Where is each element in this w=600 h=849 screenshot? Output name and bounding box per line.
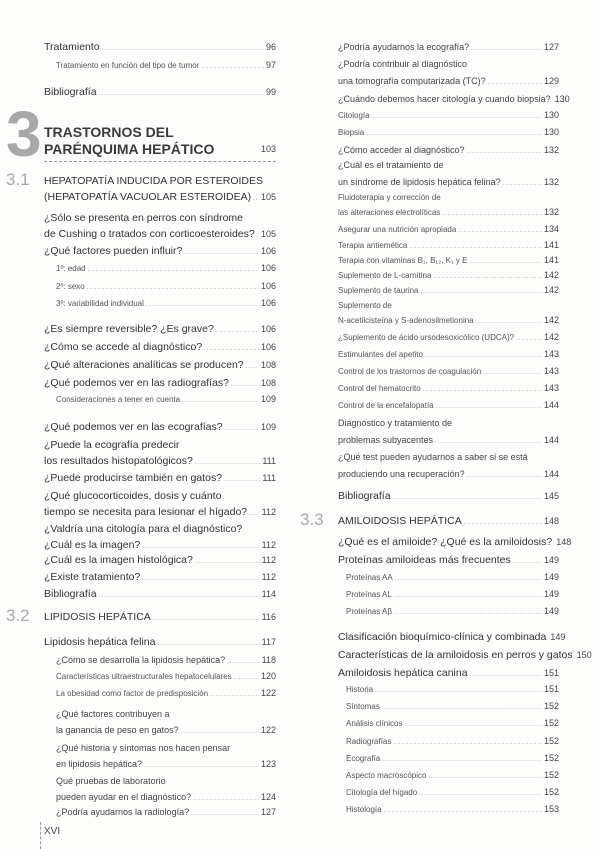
toc-entry-title: Fluidoterapia y corrección de: [338, 193, 441, 202]
toc-entry-page: 142: [543, 285, 559, 295]
dot-leader: [393, 736, 542, 751]
toc-entry-page: 112: [261, 507, 276, 517]
dot-leader: [382, 701, 542, 716]
toc-entry-title: Tratamiento: [44, 41, 100, 53]
toc-entry-page: 108: [260, 378, 276, 388]
toc-entry-title: ¿Suplemento de ácido ursodesoxicólico (UDCA)?: [338, 333, 515, 342]
toc-entry-title: Biopsia: [338, 128, 365, 137]
toc-entry-title: Proteínas amiloideas más frecuentes: [338, 554, 511, 566]
toc-entry-page: 153: [543, 804, 559, 814]
toc-entry[interactable]: [338, 283, 559, 298]
toc-entry-title: ¿Valdría una citología para el diagnóstico?: [44, 523, 243, 535]
toc-entry-page: 152: [543, 718, 559, 728]
toc-entry-title: Ecografía: [346, 754, 381, 763]
toc-entry-title: Control de la encefalopatía: [338, 401, 434, 410]
toc-entry-title: 1º: edad: [56, 264, 86, 273]
dot-leader: [210, 688, 259, 703]
toc-entry-page: 152: [543, 701, 559, 711]
toc-entry-page: 96: [265, 42, 276, 52]
toc-entry-page: 109: [260, 422, 276, 432]
toc-entry-title: ¿Podría ayudarnos la ecografía?: [338, 42, 470, 52]
toc-entry-page: 142: [543, 315, 559, 325]
dot-leader: [382, 753, 542, 768]
toc-entry-title: produciendo una recuperación?: [338, 469, 465, 479]
toc-entry-title: Suplemento de L-carnitina: [338, 271, 432, 280]
toc-entry-page: 112: [261, 540, 276, 550]
toc-entry-page: 127: [260, 807, 276, 817]
dot-leader: [404, 718, 542, 733]
toc-entry[interactable]: [44, 470, 276, 486]
chapter-page: 103: [260, 144, 276, 154]
toc-entry-page: 120: [260, 671, 276, 681]
dot-leader: [467, 468, 542, 485]
toc-entry-page: 145: [543, 491, 559, 501]
dot-leader: [393, 490, 542, 506]
toc-entry-page: 111: [262, 473, 276, 483]
dot-leader: [372, 110, 542, 125]
toc-entry-page: 134: [543, 224, 559, 234]
dot-leader: [425, 349, 542, 364]
dot-leader: [428, 770, 541, 785]
toc-entry-page: 106: [260, 298, 276, 308]
chapter-title-line: PARÉNQUIMA HEPÁTICO: [44, 141, 215, 157]
toc-entry-title: ¿Qué glucocorticoides, dosis y cuánto: [44, 490, 222, 502]
dot-leader: [384, 804, 542, 819]
dot-leader: [231, 377, 259, 393]
dot-leader: [102, 41, 264, 57]
toc-entry[interactable]: [338, 56, 559, 90]
toc-entry-page: 106: [260, 263, 276, 273]
toc-entry-title: ¿Cuál es la imagen histológica?: [44, 554, 193, 566]
dot-leader: [436, 400, 542, 415]
toc-entry-page: 97: [265, 60, 276, 70]
dot-leader: [483, 366, 542, 381]
toc-entry[interactable]: [44, 357, 276, 373]
toc-entry-title: tiempo se necesita para lesionar el hígado?: [44, 506, 248, 518]
toc-entry[interactable]: [338, 587, 559, 602]
toc-entry[interactable]: [338, 647, 592, 663]
dot-leader: [516, 332, 542, 347]
toc-entry-title: problemas subyacentes: [338, 435, 434, 445]
toc-entry[interactable]: [338, 716, 559, 731]
toc-entry[interactable]: [338, 734, 559, 749]
toc-entry-page: 130: [543, 127, 559, 137]
toc-entry-page: 143: [543, 349, 559, 359]
toc-entry-title: ¿Puede producirse también en gatos?: [44, 472, 223, 484]
toc-entry[interactable]: [44, 569, 276, 585]
toc-entry-title: Qué pruebas de laboratorio: [56, 776, 166, 786]
toc-entry-title: Suplemento de: [338, 301, 392, 310]
dot-leader: [99, 588, 260, 604]
dot-leader: [227, 654, 260, 670]
dot-leader: [395, 572, 542, 587]
toc-entry[interactable]: [338, 190, 559, 220]
folio-divider: [40, 822, 41, 849]
toc-entry-title: Terapia antiemética: [338, 241, 408, 250]
toc-entry[interactable]: [338, 347, 559, 362]
toc-entry-page: 141: [543, 255, 559, 265]
toc-entry[interactable]: [338, 39, 559, 56]
toc-entry[interactable]: [44, 706, 276, 738]
toc-entry-page: 112: [261, 555, 276, 565]
toc-entry-title: ¿Qué es el amiloide? ¿Qué es la amiloidosis?: [338, 536, 553, 548]
page-number: XVI: [44, 826, 61, 837]
toc-entry[interactable]: [44, 419, 276, 435]
toc-entry-title: ¿Qué podemos ver en las radiografías?: [44, 377, 230, 389]
dot-leader: [158, 636, 260, 652]
toc-entry[interactable]: [338, 222, 559, 237]
toc-entry-title: Citología: [338, 111, 370, 120]
toc-entry-title: Proteínas AL: [346, 590, 392, 599]
toc-entry-title: ¿Cuándo debemos hacer citología y cuando biopsia?: [338, 94, 551, 104]
toc-entry-title: Bibliografía: [338, 490, 391, 502]
dot-leader: [224, 472, 260, 488]
toc-entry-title: ¿Qué factores contribuyen a: [56, 709, 170, 719]
toc-entry-page: 118: [261, 655, 276, 665]
toc-entry[interactable]: [44, 39, 276, 55]
toc-entry-page: 99: [265, 87, 276, 97]
toc-entry-title: Proteínas AA: [346, 573, 393, 582]
toc-entry[interactable]: [44, 773, 276, 805]
toc-entry[interactable]: [44, 375, 276, 391]
dot-leader: [249, 506, 260, 522]
toc-entry[interactable]: [338, 91, 570, 108]
chapter-number: 3: [6, 98, 42, 170]
toc-entry[interactable]: [338, 629, 566, 645]
toc-entry[interactable]: [338, 785, 559, 800]
toc-entry-page: 109: [260, 394, 276, 404]
dot-leader: [470, 667, 542, 683]
toc-entry-page: 144: [543, 435, 559, 445]
toc-entry-title: ¿Qué historia y síntomas nos hacen pensar: [56, 743, 231, 753]
toc-entry-title: 2º: sexo: [56, 282, 85, 291]
toc-entry-title: pueden ayudar en el diagnóstico?: [56, 792, 192, 802]
toc-entry-title: ¿Qué test pueden ayudarnos a saber si se está: [338, 452, 528, 462]
toc-entry-title: AMILOIDOSIS HEPÁTICA: [338, 515, 462, 527]
toc-entry-title: La obesidad como factor de predisposición: [56, 689, 209, 698]
toc-entry[interactable]: [44, 552, 276, 568]
chapter-title-line: TRASTORNOS DEL: [44, 124, 174, 140]
toc-entry-page: 132: [543, 145, 559, 155]
toc-entry-page: 105: [260, 229, 276, 239]
dot-leader: [458, 224, 542, 239]
toc-entry[interactable]: [338, 415, 559, 449]
toc-entry-title: Consideraciones a tener en cuenta: [56, 395, 181, 404]
toc-entry-page: 144: [543, 469, 559, 479]
toc-entry[interactable]: [44, 437, 276, 469]
toc-entry-page: 148: [543, 516, 559, 526]
dot-leader: [181, 724, 259, 740]
toc-entry-page: 122: [260, 688, 276, 698]
toc-entry[interactable]: [338, 699, 559, 714]
chapter-divider: [44, 161, 276, 162]
toc-entry-title: los resultados histopatológicos?: [44, 455, 193, 467]
toc-entry-page: 132: [543, 177, 559, 187]
toc-entry-title: Suplemento de taurina: [338, 286, 419, 295]
toc-section-entry[interactable]: [44, 173, 276, 205]
toc-entry-page: 114: [261, 589, 276, 599]
toc-entry[interactable]: [338, 253, 559, 268]
dot-leader: [394, 606, 542, 621]
toc-entry-title: Análisis clínicos: [346, 719, 403, 728]
toc-entry-title: Proteínas Aβ: [346, 607, 392, 616]
toc-entry-title: Historia: [346, 685, 374, 694]
toc-entry-title: (HEPATOPATÍA VACUOLAR ESTEROIDEA): [44, 191, 252, 203]
toc-entry-page: 105: [260, 192, 276, 202]
toc-entry-page: 148: [556, 537, 572, 547]
dot-leader: [419, 787, 542, 802]
toc-entry-title: ¿Cómo se desarrolla la lipidosis hepática?: [56, 655, 226, 665]
toc-entry-title: Clasificación bioquímico-clínica y combinada: [338, 631, 547, 643]
toc-entry-title: ¿Podría ayudarnos la radiología?: [56, 807, 190, 817]
toc-entry-page: 117: [261, 637, 276, 647]
toc-entry-title: Asegurar una nutrición apropiada: [338, 225, 457, 234]
toc-entry-page: 116: [261, 612, 276, 622]
toc-entry-page: 142: [543, 332, 559, 342]
toc-entry[interactable]: [44, 392, 276, 407]
toc-entry[interactable]: [338, 364, 559, 379]
toc-entry-page: 149: [543, 555, 559, 565]
toc-entry[interactable]: [338, 665, 559, 681]
toc-entry-page: 152: [543, 787, 559, 797]
toc-entry[interactable]: [338, 238, 559, 253]
toc-entry[interactable]: [44, 521, 276, 553]
toc-entry[interactable]: [44, 339, 276, 355]
dot-leader: [142, 571, 259, 587]
toc-entry[interactable]: [338, 157, 559, 191]
toc-entry-page: 144: [543, 400, 559, 410]
dot-leader: [423, 383, 542, 398]
toc-entry-title: N-acetilcisteína y S-adenosilmetionina: [338, 316, 474, 325]
toc-entry-page: 152: [543, 753, 559, 763]
toc-entry-page: 106: [260, 324, 276, 334]
dot-leader: [184, 245, 259, 261]
toc-entry[interactable]: [338, 268, 559, 283]
toc-entry-page: 141: [543, 240, 559, 250]
toc-entry-title: Características ultraestructurales hepatocelulares: [56, 672, 232, 681]
toc-entry-page: 106: [260, 281, 276, 291]
section-number: 3.1: [6, 170, 30, 189]
toc-entry-title: Histología: [346, 805, 382, 814]
toc-entry-page: 106: [260, 246, 276, 256]
toc-entry[interactable]: [44, 804, 276, 820]
dot-leader: [234, 671, 259, 686]
toc-entry-title: Tratamiento en función del tipo de tumor: [56, 61, 200, 70]
toc-entry[interactable]: [44, 261, 276, 276]
toc-entry-page: 129: [543, 76, 559, 86]
toc-entry-title: Terapia con vitaminas B₁, B₁₂, K₁ y E: [338, 256, 468, 265]
toc-entry-page: 149: [543, 589, 559, 599]
toc-entry-title: Características de la amiloidosis en perros y gatos: [338, 649, 573, 661]
dot-leader: [87, 281, 259, 296]
toc-entry-page: 122: [260, 725, 276, 735]
toc-entry[interactable]: [338, 552, 559, 568]
dot-leader: [394, 589, 542, 604]
toc-entry-title: un síndrome de lipidosis hepática felina?: [338, 177, 501, 187]
dot-leader: [225, 421, 259, 437]
dot-leader: [216, 323, 259, 339]
toc-entry[interactable]: [338, 570, 559, 585]
toc-entry-page: 106: [260, 342, 276, 352]
toc-entry[interactable]: [44, 652, 276, 668]
toc-entry-page: 130: [543, 110, 559, 120]
dot-leader: [257, 228, 259, 244]
toc-entry[interactable]: [44, 488, 276, 520]
toc-entry-page: 152: [543, 736, 559, 746]
toc-entry-title: ¿Es siempre reversible? ¿Es grave?: [44, 323, 214, 335]
toc-entry-title: las alteraciones electrolíticas: [338, 208, 441, 217]
dot-leader: [488, 75, 542, 92]
dot-leader: [195, 455, 260, 471]
toc-entry-title: ¿Cuál es el tratamiento de: [338, 160, 444, 170]
toc-entry-page: 130: [554, 94, 570, 104]
toc-entry-page: 149: [550, 632, 566, 642]
dot-leader: [464, 515, 542, 531]
toc-entry-page: 151: [543, 668, 559, 678]
toc-entry-title: una tomografía computarizada (TC)?: [338, 76, 486, 86]
toc-entry[interactable]: [44, 243, 276, 259]
toc-entry-title: Citología del hígado: [346, 788, 418, 797]
toc-entry-title: ¿Qué factores pueden influir?: [44, 245, 183, 257]
toc-entry-page: 132: [543, 207, 559, 217]
toc-entry[interactable]: [338, 488, 559, 504]
toc-entry[interactable]: [338, 298, 559, 328]
toc-entry-title: ¿Cómo acceder al diagnóstico?: [338, 145, 465, 155]
toc-entry[interactable]: [338, 330, 559, 345]
toc-entry-page: 143: [543, 366, 559, 376]
toc-entry-title: Estimulantes del apetito: [338, 350, 423, 359]
toc-entry[interactable]: [338, 751, 559, 766]
dot-leader: [246, 359, 259, 375]
toc-entry-title: de Cushing o tratados con corticoesteroides?: [44, 228, 255, 240]
toc-entry[interactable]: [338, 682, 559, 697]
toc-entry-page: 112: [261, 572, 276, 582]
toc-entry-title: 3º: variabilidad individual: [56, 299, 144, 308]
toc-entry[interactable]: [338, 381, 559, 396]
toc-entry[interactable]: [44, 279, 276, 294]
toc-entry-title: Lipidosis hepática felina: [44, 636, 156, 648]
toc-entry[interactable]: [44, 669, 276, 684]
toc-entry-title: ¿Qué alteraciones analíticas se producen?: [44, 359, 244, 371]
toc-entry-title: LIPIDOSIS HEPÁTICA: [44, 611, 151, 623]
toc-entry-page: 151: [543, 684, 559, 694]
toc-entry[interactable]: [44, 58, 276, 73]
toc-entry-title: Diagnóstico y tratamiento de: [338, 418, 453, 428]
toc-entry[interactable]: [338, 802, 559, 817]
dot-leader: [191, 806, 259, 822]
toc-entry-title: Radiografías: [346, 737, 392, 746]
toc-entry[interactable]: [338, 768, 559, 783]
dot-leader: [146, 298, 259, 313]
dot-leader: [253, 191, 259, 207]
toc-entry-page: 149: [543, 606, 559, 616]
toc-entry-title: Síntomas: [346, 702, 380, 711]
dot-leader: [88, 263, 259, 278]
chapter-title[interactable]: [44, 124, 276, 158]
toc-entry-title: Bibliografía: [44, 588, 97, 600]
toc-entry-title: HEPATOPATÍA INDUCIDA POR ESTEROIDES: [44, 175, 263, 187]
toc-entry-title: ¿Cuál es la imagen?: [44, 539, 141, 551]
dot-leader: [195, 554, 260, 570]
dot-leader: [153, 611, 260, 627]
toc-entry-page: 111: [262, 456, 276, 466]
section-number: 3.2: [6, 606, 30, 625]
toc-entry-page: 150: [576, 650, 592, 660]
toc-entry-page: 123: [260, 759, 276, 769]
dot-leader: [442, 207, 542, 222]
toc-entry-title: Amiloidosis hepática canina: [338, 667, 468, 679]
dot-leader: [204, 341, 259, 357]
toc-entry[interactable]: [338, 534, 572, 550]
toc-entry[interactable]: [338, 449, 559, 483]
toc-entry-page: 127: [543, 42, 559, 52]
toc-entry-title: Control de los trastornos de coagulación: [338, 367, 482, 376]
toc-entry-page: 124: [260, 792, 276, 802]
toc-entry[interactable]: [44, 586, 276, 602]
toc-entry-page: 143: [543, 383, 559, 393]
toc-entry[interactable]: [44, 321, 276, 337]
toc-entry-title: ¿Cómo se accede al diagnóstico?: [44, 341, 203, 353]
dot-leader: [476, 315, 542, 330]
toc-section-entry[interactable]: [338, 513, 559, 529]
toc-entry[interactable]: [44, 210, 276, 242]
toc-entry-title: la ganancia de peso en gatos?: [56, 725, 179, 735]
toc-entry[interactable]: [44, 686, 276, 701]
dot-leader: [366, 127, 542, 142]
dot-leader: [375, 684, 542, 699]
toc-entry-title: en lipidosis hepática?: [56, 759, 143, 769]
dot-leader: [144, 758, 259, 774]
toc-entry-title: Control del hematocrito: [338, 384, 421, 393]
toc-section-entry[interactable]: [44, 609, 276, 625]
toc-entry[interactable]: [338, 604, 559, 619]
toc-entry-title: Aspecto macroscópico: [346, 771, 427, 780]
toc-entry-title: ¿Podría contribuir al diagnóstico: [338, 59, 468, 69]
toc-entry-title: ¿Sólo se presenta en perros con síndrome: [44, 212, 244, 224]
dot-leader: [513, 554, 542, 570]
toc-entry-title: ¿Existe tratamiento?: [44, 571, 141, 583]
toc-entry-title: ¿Qué podemos ver en las ecografías?: [44, 421, 223, 433]
toc-entry[interactable]: [44, 634, 276, 650]
toc-entry[interactable]: [338, 108, 559, 123]
section-number: 3.3: [300, 510, 324, 529]
toc-entry-page: 142: [543, 270, 559, 280]
dot-leader: [182, 394, 259, 409]
toc-entry[interactable]: [338, 125, 559, 140]
toc-entry-page: 149: [543, 572, 559, 582]
dot-leader: [201, 60, 264, 75]
toc-entry[interactable]: [44, 740, 276, 772]
dot-leader: [99, 86, 264, 102]
toc-entry-page: 152: [543, 770, 559, 780]
toc-entry[interactable]: [44, 84, 276, 100]
toc-entry-title: ¿Puede la ecografía predecir: [44, 439, 180, 451]
toc-entry[interactable]: [338, 398, 559, 413]
toc-entry-title: Bibliografía: [44, 86, 97, 98]
toc-entry-page: 108: [260, 360, 276, 370]
toc-entry[interactable]: [44, 296, 276, 311]
